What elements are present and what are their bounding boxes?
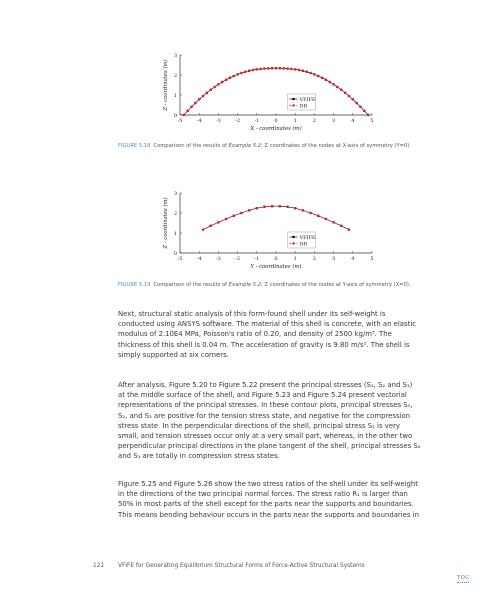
data-point-dr xyxy=(248,209,250,211)
data-point-dr xyxy=(329,81,331,83)
y-tick-label: 2 xyxy=(173,210,177,217)
legend-label-dr: DR xyxy=(299,241,308,248)
caption-example: Example 5.2 xyxy=(228,143,262,149)
data-point-dr xyxy=(294,68,296,70)
x-tick-label: -4 xyxy=(196,256,202,262)
data-point-dr xyxy=(263,206,265,208)
x-tick-label: 5 xyxy=(370,256,374,262)
data-point-dr xyxy=(240,72,242,74)
data-point-dr xyxy=(282,67,284,69)
data-point-dr xyxy=(352,98,354,100)
caption-label: FIGURE 5.19 xyxy=(118,282,151,288)
caption-example: Example 5.2 xyxy=(228,282,262,288)
y-tick-label: 0 xyxy=(173,112,177,119)
x-axis-label: Y - coordinates (m) xyxy=(250,264,302,270)
legend-label-dr: DR xyxy=(299,103,308,110)
series-line-dr xyxy=(184,68,368,115)
data-point-dr xyxy=(217,221,219,223)
data-point-dr xyxy=(190,106,192,108)
data-point-dr xyxy=(286,67,288,69)
data-point-dr xyxy=(210,89,212,91)
x-tick-label: -3 xyxy=(215,256,221,262)
y-tick-label: 1 xyxy=(173,92,177,99)
text-line: and S₃ are totally in compression stress states. xyxy=(118,452,280,461)
paragraph-principal-stresses xyxy=(118,380,438,462)
data-point-dr xyxy=(279,205,281,207)
data-point-dr xyxy=(233,75,235,77)
data-point-dr xyxy=(325,218,327,220)
data-point-dr xyxy=(306,71,308,73)
page-number: 121 xyxy=(93,563,105,569)
legend-marker-vfife xyxy=(292,236,294,238)
legend-marker-dr xyxy=(292,104,294,106)
x-tick-label: -2 xyxy=(235,118,241,124)
data-point-dr xyxy=(256,68,258,70)
data-point-dr xyxy=(321,77,323,79)
data-point-dr xyxy=(186,110,188,112)
figure-5-19-caption xyxy=(118,282,458,289)
x-tick-label: 4 xyxy=(351,118,355,124)
text-line: After analysis, Figure 5.20 to Figure 5.22 present the principal stresses (S₁, S₂ and S₃) xyxy=(118,381,413,389)
data-point-dr xyxy=(206,92,208,94)
x-tick-label: 5 xyxy=(370,118,374,124)
text-line: Figure 5.25 and Figure 5.26 show the two stress ratios of the shell under its self-weight xyxy=(118,480,418,488)
text-line: This means bending behaviour occurs in the parts near the supports and boundaries in xyxy=(118,510,419,519)
legend-label-vfife: VFIFE xyxy=(299,234,316,241)
text-line: thickness of this shell is 0.04 m. The acceleration of gravity is 9.80 m/s². The shell is xyxy=(118,340,410,349)
x-tick-label: 2 xyxy=(312,118,316,124)
data-point-dr xyxy=(309,212,311,214)
data-point-dr xyxy=(271,205,273,207)
x-tick-label: -5 xyxy=(177,256,183,262)
text-line: representations of the principal stresses. In these contour plots, principal stresses S₁, xyxy=(118,401,413,410)
text-line: perpendicular principal directions in the plane tangent of the shell, principal stresses S₂ xyxy=(118,442,421,451)
data-point-dr xyxy=(252,69,254,71)
data-point-dr xyxy=(332,221,334,223)
data-point-dr xyxy=(213,86,215,88)
data-point-dr xyxy=(317,75,319,77)
y-tick-label: 3 xyxy=(173,52,177,59)
data-point-dr xyxy=(348,95,350,97)
x-tick-label: 0 xyxy=(274,118,278,124)
data-point-dr xyxy=(302,209,304,211)
data-point-dr xyxy=(267,67,269,69)
data-point-dr xyxy=(202,95,204,97)
x-tick-label: 3 xyxy=(332,256,336,262)
data-point-dr xyxy=(210,225,212,227)
data-point-dr xyxy=(256,207,258,209)
series-line-vfife xyxy=(184,68,368,115)
data-point-dr xyxy=(279,67,281,69)
data-point-dr xyxy=(325,79,327,81)
data-point-dr xyxy=(248,70,250,72)
legend-marker-dr xyxy=(292,242,294,244)
x-tick-label: 1 xyxy=(293,256,297,262)
data-point-dr xyxy=(198,98,200,100)
text-line: simply supported at six corners. xyxy=(118,350,229,359)
x-tick-label: 1 xyxy=(293,118,297,124)
legend-marker-vfife xyxy=(292,98,294,100)
x-tick-label: -4 xyxy=(196,118,202,124)
data-point-dr xyxy=(225,218,227,220)
chart-svg xyxy=(160,52,390,136)
data-point-dr xyxy=(286,206,288,208)
data-point-dr xyxy=(290,68,292,70)
legend-label-vfife: VFIFE xyxy=(299,96,316,103)
data-point-dr xyxy=(271,67,273,69)
figure-5-18-caption xyxy=(118,143,458,150)
series-line-dr xyxy=(203,206,349,229)
data-point-dr xyxy=(363,110,365,112)
caption-text-pre: Comparison of the results of xyxy=(153,143,229,149)
text-line: Next, structural static analysis of this form-found shell under its self-weight is xyxy=(118,310,386,318)
y-axis-label: Z - coordinates (m) xyxy=(163,197,169,249)
caption-text-post: ; Z coordinates of the nodes at Y-axis of symmetry (X=0). xyxy=(261,282,411,288)
data-point-dr xyxy=(217,83,219,85)
data-point-dr xyxy=(344,92,346,94)
paragraph-stress-ratios xyxy=(118,479,438,520)
toc-link[interactable]: TOC xyxy=(457,575,470,581)
x-tick-label: -5 xyxy=(177,118,183,124)
data-point-dr xyxy=(194,102,196,104)
y-axis-label: Z - coordinates (m) xyxy=(163,59,169,111)
x-tick-label: -3 xyxy=(215,118,221,124)
data-point-dr xyxy=(240,212,242,214)
data-point-dr xyxy=(367,114,369,116)
text-line: stress state. In the perpendicular directions of the shell, principal stress S₂ is very xyxy=(118,421,400,430)
caption-text-pre: Comparison of the results of xyxy=(153,282,229,288)
x-tick-label: 2 xyxy=(312,256,316,262)
data-point-dr xyxy=(340,89,342,91)
series-line-vfife xyxy=(203,206,349,229)
data-point-dr xyxy=(340,225,342,227)
data-point-dr xyxy=(233,215,235,217)
y-tick-label: 2 xyxy=(173,72,177,79)
figure-5-19-chart xyxy=(160,190,390,274)
x-tick-label: -2 xyxy=(235,256,241,262)
data-point-dr xyxy=(263,67,265,69)
data-point-dr xyxy=(259,68,261,70)
data-point-dr xyxy=(302,70,304,72)
data-point-dr xyxy=(359,106,361,108)
caption-label: FIGURE 5.18 xyxy=(118,143,151,149)
data-point-dr xyxy=(221,81,223,83)
text-line: modulus of 2.10E4 MPa, Poisson's ratio of 0.20, and density of 2500 kg/m³. The xyxy=(118,330,392,339)
data-point-dr xyxy=(183,114,185,116)
data-point-dr xyxy=(332,83,334,85)
data-point-dr xyxy=(309,72,311,74)
data-point-dr xyxy=(236,73,238,75)
data-point-dr xyxy=(229,77,231,79)
running-title: VFIFE for Generating Equilibrium Structural Forms of Force-Active Structural Systems xyxy=(118,563,365,569)
data-point-dr xyxy=(348,228,350,230)
data-point-dr xyxy=(355,102,357,104)
y-tick-label: 3 xyxy=(173,190,177,197)
text-line: in the directions of the two principal normal forces. The stress ratio R₁ is larger than xyxy=(118,490,408,499)
data-point-dr xyxy=(202,228,204,230)
data-point-dr xyxy=(313,73,315,75)
paragraph-analysis-setup xyxy=(118,309,438,360)
y-tick-label: 0 xyxy=(173,250,177,257)
data-point-dr xyxy=(298,69,300,71)
data-point-dr xyxy=(294,207,296,209)
x-tick-label: 4 xyxy=(351,256,355,262)
text-line: conducted using ANSYS software. The material of this shell is concrete, with an elastic xyxy=(118,320,417,329)
data-point-dr xyxy=(225,79,227,81)
text-line: 50% in most parts of the shell except for the parts near the supports and boundaries. xyxy=(118,500,414,509)
text-line: S₂, and S₃ are positive for the tension stress state, and negative for the compression xyxy=(118,411,411,420)
text-line: at the middle surface of the shell, and Figure 5.23 and Figure 5.24 present vectorial xyxy=(118,391,407,400)
x-tick-label: -1 xyxy=(254,118,260,124)
y-tick-label: 1 xyxy=(173,230,177,237)
x-tick-label: -1 xyxy=(254,256,260,262)
chart-svg xyxy=(160,190,390,274)
data-point-dr xyxy=(244,71,246,73)
data-point-dr xyxy=(275,67,277,69)
x-tick-label: 3 xyxy=(332,118,336,124)
x-tick-label: 0 xyxy=(274,256,278,262)
data-point-dr xyxy=(336,86,338,88)
caption-text-post: ; Z coordinates of the nodes at X-axis of symmetry (Y=0). xyxy=(261,143,411,149)
figure-5-18-chart xyxy=(160,52,390,136)
text-line: small, and tension stresses occur only at a very small part, whereas, in the other two xyxy=(118,432,413,441)
data-point-dr xyxy=(317,215,319,217)
x-axis-label: X - coordinates (m) xyxy=(250,126,302,132)
